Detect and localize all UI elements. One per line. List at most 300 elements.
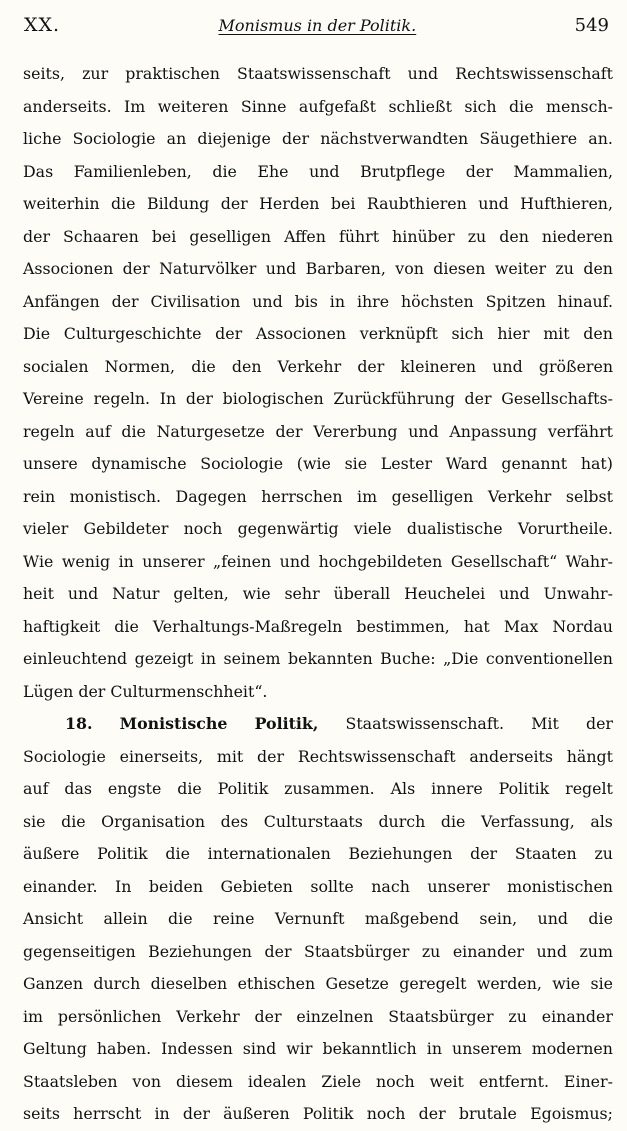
word: allein <box>103 909 148 928</box>
word: und <box>252 291 283 311</box>
word: in <box>426 1039 442 1058</box>
text-line <box>23 1033 613 1066</box>
word: in <box>154 1104 170 1123</box>
word: Civilisation <box>150 291 241 311</box>
word: maßgebend <box>364 909 460 928</box>
word: gelten, <box>173 584 229 603</box>
word: bei <box>330 194 356 213</box>
text-line <box>23 806 613 839</box>
word: der <box>78 681 111 701</box>
text-line <box>23 578 613 611</box>
word: regelt <box>565 779 613 798</box>
word: Gesetze <box>325 974 389 993</box>
word: Ward <box>445 454 488 473</box>
text-line <box>23 968 613 1001</box>
word: sind <box>242 1039 277 1058</box>
word: Mit <box>531 714 559 733</box>
word: das <box>64 779 92 798</box>
word: innere <box>431 779 483 798</box>
word: conventionellen <box>485 649 613 668</box>
word: noch <box>366 1104 406 1123</box>
word: Staatsbürger <box>304 941 410 961</box>
text-line <box>23 1001 613 1034</box>
word: nächstverwandten <box>320 129 469 148</box>
word: der <box>254 1006 282 1026</box>
word: die <box>165 844 190 863</box>
word: dieselben <box>150 974 228 993</box>
word: diesen <box>433 259 486 278</box>
word: Politik <box>498 779 550 798</box>
word: mensch- <box>546 96 613 116</box>
word: gegenwärtig <box>237 519 339 538</box>
word: Egoismus; <box>530 1104 613 1123</box>
word: hier <box>497 324 530 343</box>
word: Ansicht <box>23 909 84 928</box>
word: Politik <box>217 779 269 798</box>
text-line <box>23 416 613 449</box>
word: Buche: <box>380 649 436 668</box>
word: Staatsbürger <box>388 1006 494 1026</box>
word: viele <box>353 519 392 538</box>
body-text <box>23 58 613 1131</box>
word: Staatsleben <box>23 1071 118 1091</box>
word: Verhaltungs-Maßregeln <box>152 616 343 636</box>
word: sich <box>464 96 497 116</box>
page-number: 549 <box>574 15 609 36</box>
word: hängt <box>566 746 613 766</box>
word: nach <box>371 876 410 896</box>
word: Verkehr <box>176 1006 240 1026</box>
word: die <box>121 421 146 441</box>
word: Staatswissenschaft. <box>345 714 505 733</box>
word: Staatswissenschaft <box>237 64 391 83</box>
text-line <box>23 643 613 676</box>
word: diejenige <box>197 129 271 148</box>
word: „feinen <box>213 551 272 571</box>
word: Ehe <box>257 161 289 181</box>
word: zur <box>82 64 109 83</box>
word: Rechtswissenschaft <box>455 64 613 83</box>
word: bekanntlich <box>322 1039 417 1058</box>
word: selbst <box>565 486 613 506</box>
word: seits <box>23 1104 60 1123</box>
word: Naturvölker <box>159 259 257 278</box>
word: Dagegen <box>175 486 247 506</box>
word: hochgebildeten <box>318 551 443 571</box>
word: praktischen <box>125 64 220 83</box>
word: wie <box>552 974 581 993</box>
word: und <box>499 584 530 603</box>
word: Barbaren, <box>305 259 386 278</box>
word: die <box>114 616 139 636</box>
word: den <box>499 226 529 246</box>
word: biologischen <box>222 389 324 408</box>
word: Gebildeter <box>83 519 169 538</box>
word: bei <box>151 226 177 246</box>
word: Unwahr- <box>543 584 613 603</box>
word: bis <box>294 291 318 311</box>
word: weiterhin <box>23 194 100 213</box>
word: heit <box>23 584 54 603</box>
word: Sinne <box>240 96 287 116</box>
word: Familienleben, <box>73 161 192 181</box>
word: aufgefaßt <box>298 96 376 116</box>
word: Culturgeschichte <box>63 324 202 343</box>
word: durch <box>378 811 426 831</box>
text-line <box>23 91 613 124</box>
word: Culturstaats <box>263 811 363 831</box>
word: wir <box>286 1039 313 1058</box>
word: Sociologie <box>200 454 284 473</box>
word: beiden <box>148 876 204 896</box>
text-line <box>23 351 613 384</box>
word: der <box>357 356 385 376</box>
word: Geltung <box>23 1039 87 1058</box>
word: schließt <box>388 96 452 116</box>
word: die <box>177 779 202 798</box>
word: Zurückführung <box>333 389 455 408</box>
text-line <box>23 838 613 871</box>
word: und <box>407 64 439 83</box>
word: einleuchtend <box>23 649 128 668</box>
word: herrschen <box>261 486 343 506</box>
word: äußere <box>23 844 80 863</box>
word: die <box>168 909 193 928</box>
word: Gesellschaft“ <box>450 551 558 571</box>
word: Beziehungen <box>148 941 252 961</box>
word: Affen <box>284 226 326 246</box>
word: an. <box>588 129 613 148</box>
word: seinem <box>223 649 281 668</box>
word: von <box>395 259 424 278</box>
word: zu <box>508 1006 527 1026</box>
word: einander <box>452 941 524 961</box>
word: der <box>275 421 303 441</box>
word: 18. <box>65 714 93 733</box>
word: (wie <box>296 454 331 473</box>
word: Normen, <box>104 356 176 376</box>
word: vieler <box>23 519 69 538</box>
word: Verkehr <box>487 486 552 506</box>
text-line <box>23 611 613 644</box>
text-line <box>23 123 613 156</box>
word: sich <box>451 324 484 343</box>
word: regeln. <box>93 389 151 408</box>
word: entfernt. <box>478 1071 549 1091</box>
text-line <box>23 253 613 286</box>
word: an <box>166 129 187 148</box>
word: durch <box>93 974 141 993</box>
word: sehr <box>284 584 320 603</box>
word: von <box>132 1071 162 1091</box>
word: als <box>590 811 613 831</box>
word: den <box>583 324 613 343</box>
word: anderseits. <box>23 96 112 116</box>
word: und <box>478 194 509 213</box>
word: Schaaren <box>63 226 139 246</box>
word: die <box>111 194 136 213</box>
word: seits, <box>23 64 65 83</box>
word: Sociologie <box>72 129 156 148</box>
word: die <box>191 356 216 376</box>
word: Verkehr <box>277 356 342 376</box>
word: Vorurtheile. <box>517 519 613 538</box>
text-line <box>23 773 613 806</box>
word: unserer <box>142 551 205 571</box>
word: Heuchelei <box>404 584 486 603</box>
word: geselligen <box>189 226 272 246</box>
word: zu <box>467 226 487 246</box>
word: brutale <box>458 1104 517 1123</box>
word: „Die <box>443 649 479 668</box>
word: Wie <box>23 551 54 571</box>
text-line <box>23 1098 613 1131</box>
text-line <box>23 221 613 254</box>
word: Politik <box>302 1104 354 1123</box>
word: monistisch. <box>69 486 162 506</box>
word: Gebieten <box>220 876 293 896</box>
word: mit <box>543 324 570 343</box>
word: der <box>465 161 493 181</box>
word: die <box>440 811 466 831</box>
word: auf <box>85 421 111 441</box>
word: rein <box>23 486 56 506</box>
word: bestimmen, <box>356 616 450 636</box>
word: unserem <box>452 1039 522 1058</box>
word: Politik <box>97 844 148 863</box>
word: Culturmenschheit“. <box>110 681 268 701</box>
word: im <box>23 1006 44 1026</box>
word: der <box>470 844 498 863</box>
word: Organisation <box>101 811 206 831</box>
word: und <box>279 551 311 571</box>
word: des <box>220 811 249 831</box>
word: Naturgesetze <box>156 421 265 441</box>
word: reine <box>212 909 255 928</box>
word: persönlichen <box>57 1006 162 1026</box>
word: zusammen. <box>284 779 375 798</box>
word: der <box>23 226 51 246</box>
text-line <box>23 676 613 709</box>
word: die <box>509 96 534 116</box>
word: Max <box>503 616 539 636</box>
word: ethischen <box>237 974 316 993</box>
word: und <box>265 259 297 278</box>
word: führt <box>338 226 380 246</box>
text-line <box>23 513 613 546</box>
word: modernen <box>531 1039 613 1058</box>
word: dualistische <box>406 519 503 538</box>
word: kleineren <box>400 356 477 376</box>
word: haftigkeit <box>23 616 101 636</box>
word: der <box>182 1104 210 1123</box>
text-line <box>23 741 613 774</box>
word: Associonen <box>255 324 347 343</box>
word: wie <box>242 584 271 603</box>
word: weiter <box>494 259 547 278</box>
text-line <box>23 156 613 189</box>
word: sein, <box>479 909 518 928</box>
text-line <box>23 318 613 351</box>
word: der <box>220 194 248 213</box>
word: haben. <box>96 1039 152 1058</box>
text-line <box>23 903 613 936</box>
word: Ziele <box>321 1071 362 1091</box>
word: und <box>537 909 568 928</box>
word: Natur <box>112 584 160 603</box>
word: und <box>67 584 99 603</box>
word: die <box>212 161 237 181</box>
text-line <box>23 936 613 969</box>
word: überall <box>333 584 391 603</box>
word: Einer- <box>563 1071 613 1091</box>
word: Verfassung, <box>480 811 575 831</box>
word: sie <box>344 454 368 473</box>
word: In <box>159 389 177 408</box>
word: Sociologie <box>23 746 106 766</box>
word: weiteren <box>157 96 229 116</box>
word: sie <box>23 811 46 831</box>
word: zu <box>594 844 613 863</box>
word: Säugethiere <box>479 129 578 148</box>
word: der <box>122 259 150 278</box>
text-line <box>23 188 613 221</box>
word: der <box>418 1104 446 1123</box>
word: Staaten <box>514 844 577 863</box>
word: und <box>536 941 567 961</box>
word: bekannten <box>288 649 373 668</box>
word: Vereine <box>23 389 84 408</box>
word: und <box>309 161 340 181</box>
word: Wahr- <box>565 551 613 571</box>
word: der <box>282 129 310 148</box>
word: Vererbung <box>313 421 398 441</box>
word: unsere <box>23 454 78 473</box>
page-header <box>24 14 609 42</box>
word: der <box>185 389 213 408</box>
word: einerseits, <box>119 746 204 766</box>
word: Indessen <box>161 1039 233 1058</box>
word: Herden <box>259 194 320 213</box>
word: regeln <box>23 421 75 441</box>
word: äußeren <box>223 1104 290 1123</box>
word: die <box>61 811 86 831</box>
text-line <box>23 546 613 579</box>
word: hinauf. <box>557 291 613 311</box>
word: sollte <box>310 876 354 896</box>
word: Das <box>23 161 54 181</box>
word: geselligen <box>391 486 474 506</box>
word: gegenseitigen <box>23 941 136 961</box>
text-line <box>23 1066 613 1099</box>
word: noch <box>183 519 223 538</box>
word: und <box>492 356 523 376</box>
word: noch <box>375 1071 415 1091</box>
word: der <box>585 714 613 733</box>
word: Raubthieren <box>366 194 467 213</box>
text-line <box>23 871 613 904</box>
word: Die <box>23 324 51 343</box>
word: verknüpft <box>359 324 438 343</box>
word: zu <box>555 259 574 278</box>
word: Vernunft <box>274 909 345 928</box>
word: hinüber <box>392 226 455 246</box>
word: genannt <box>501 454 568 473</box>
text-line <box>23 481 613 514</box>
word: Nordau <box>552 616 613 636</box>
word: Monistische <box>119 714 228 733</box>
word: diesem <box>175 1071 233 1091</box>
word: mit <box>216 746 244 766</box>
word: den <box>583 259 613 278</box>
word: sie <box>590 974 613 993</box>
word: In <box>114 876 132 896</box>
word: Brutpflege <box>360 161 446 181</box>
word: engste <box>107 779 162 798</box>
word: weit <box>429 1071 464 1091</box>
word: Politik, <box>254 714 319 733</box>
word: der <box>257 746 285 766</box>
word: zu <box>421 941 441 961</box>
word: anderseits <box>469 746 553 766</box>
word: idealen <box>247 1071 307 1091</box>
word: geregelt <box>399 974 467 993</box>
word: Im <box>124 96 146 116</box>
word: wenig <box>61 551 111 571</box>
word: Als <box>390 779 416 798</box>
word: größeren <box>538 356 613 376</box>
word: zum <box>579 941 613 961</box>
word: niederen <box>541 226 613 246</box>
word: Mammalien, <box>513 161 613 181</box>
text-line <box>23 708 613 741</box>
text-line <box>23 58 613 91</box>
word: verfährt <box>547 421 613 441</box>
word: Hufthieren, <box>520 194 613 213</box>
word: in <box>200 649 217 668</box>
word: dynamische <box>91 454 187 473</box>
word: Beziehungen <box>348 844 453 863</box>
word: im <box>357 486 378 506</box>
word: der <box>111 291 139 311</box>
word: einander. <box>23 876 98 896</box>
text-line <box>23 286 613 319</box>
word: und <box>408 421 439 441</box>
word: Associonen <box>23 259 114 278</box>
word: Anfängen <box>23 291 100 311</box>
word: herrscht <box>73 1104 142 1123</box>
word: Lester <box>380 454 432 473</box>
word: der <box>264 941 292 961</box>
word: der <box>464 389 492 408</box>
word: die <box>588 909 613 928</box>
word: Bildung <box>146 194 210 213</box>
word: Lügen <box>23 681 79 701</box>
word: Ganzen <box>23 974 84 993</box>
word: in <box>329 291 346 311</box>
word: liche <box>23 129 62 148</box>
word: unserer <box>427 876 490 896</box>
word: auf <box>23 779 49 798</box>
word: hat <box>463 616 490 636</box>
word: Rechtswissenschaft <box>297 746 456 766</box>
word: monistischen <box>507 876 613 896</box>
word: in <box>118 551 134 571</box>
word: höchsten <box>400 291 474 311</box>
word: werden, <box>476 974 542 993</box>
word: Gesellschafts- <box>501 389 613 408</box>
word: internationalen <box>207 844 331 863</box>
